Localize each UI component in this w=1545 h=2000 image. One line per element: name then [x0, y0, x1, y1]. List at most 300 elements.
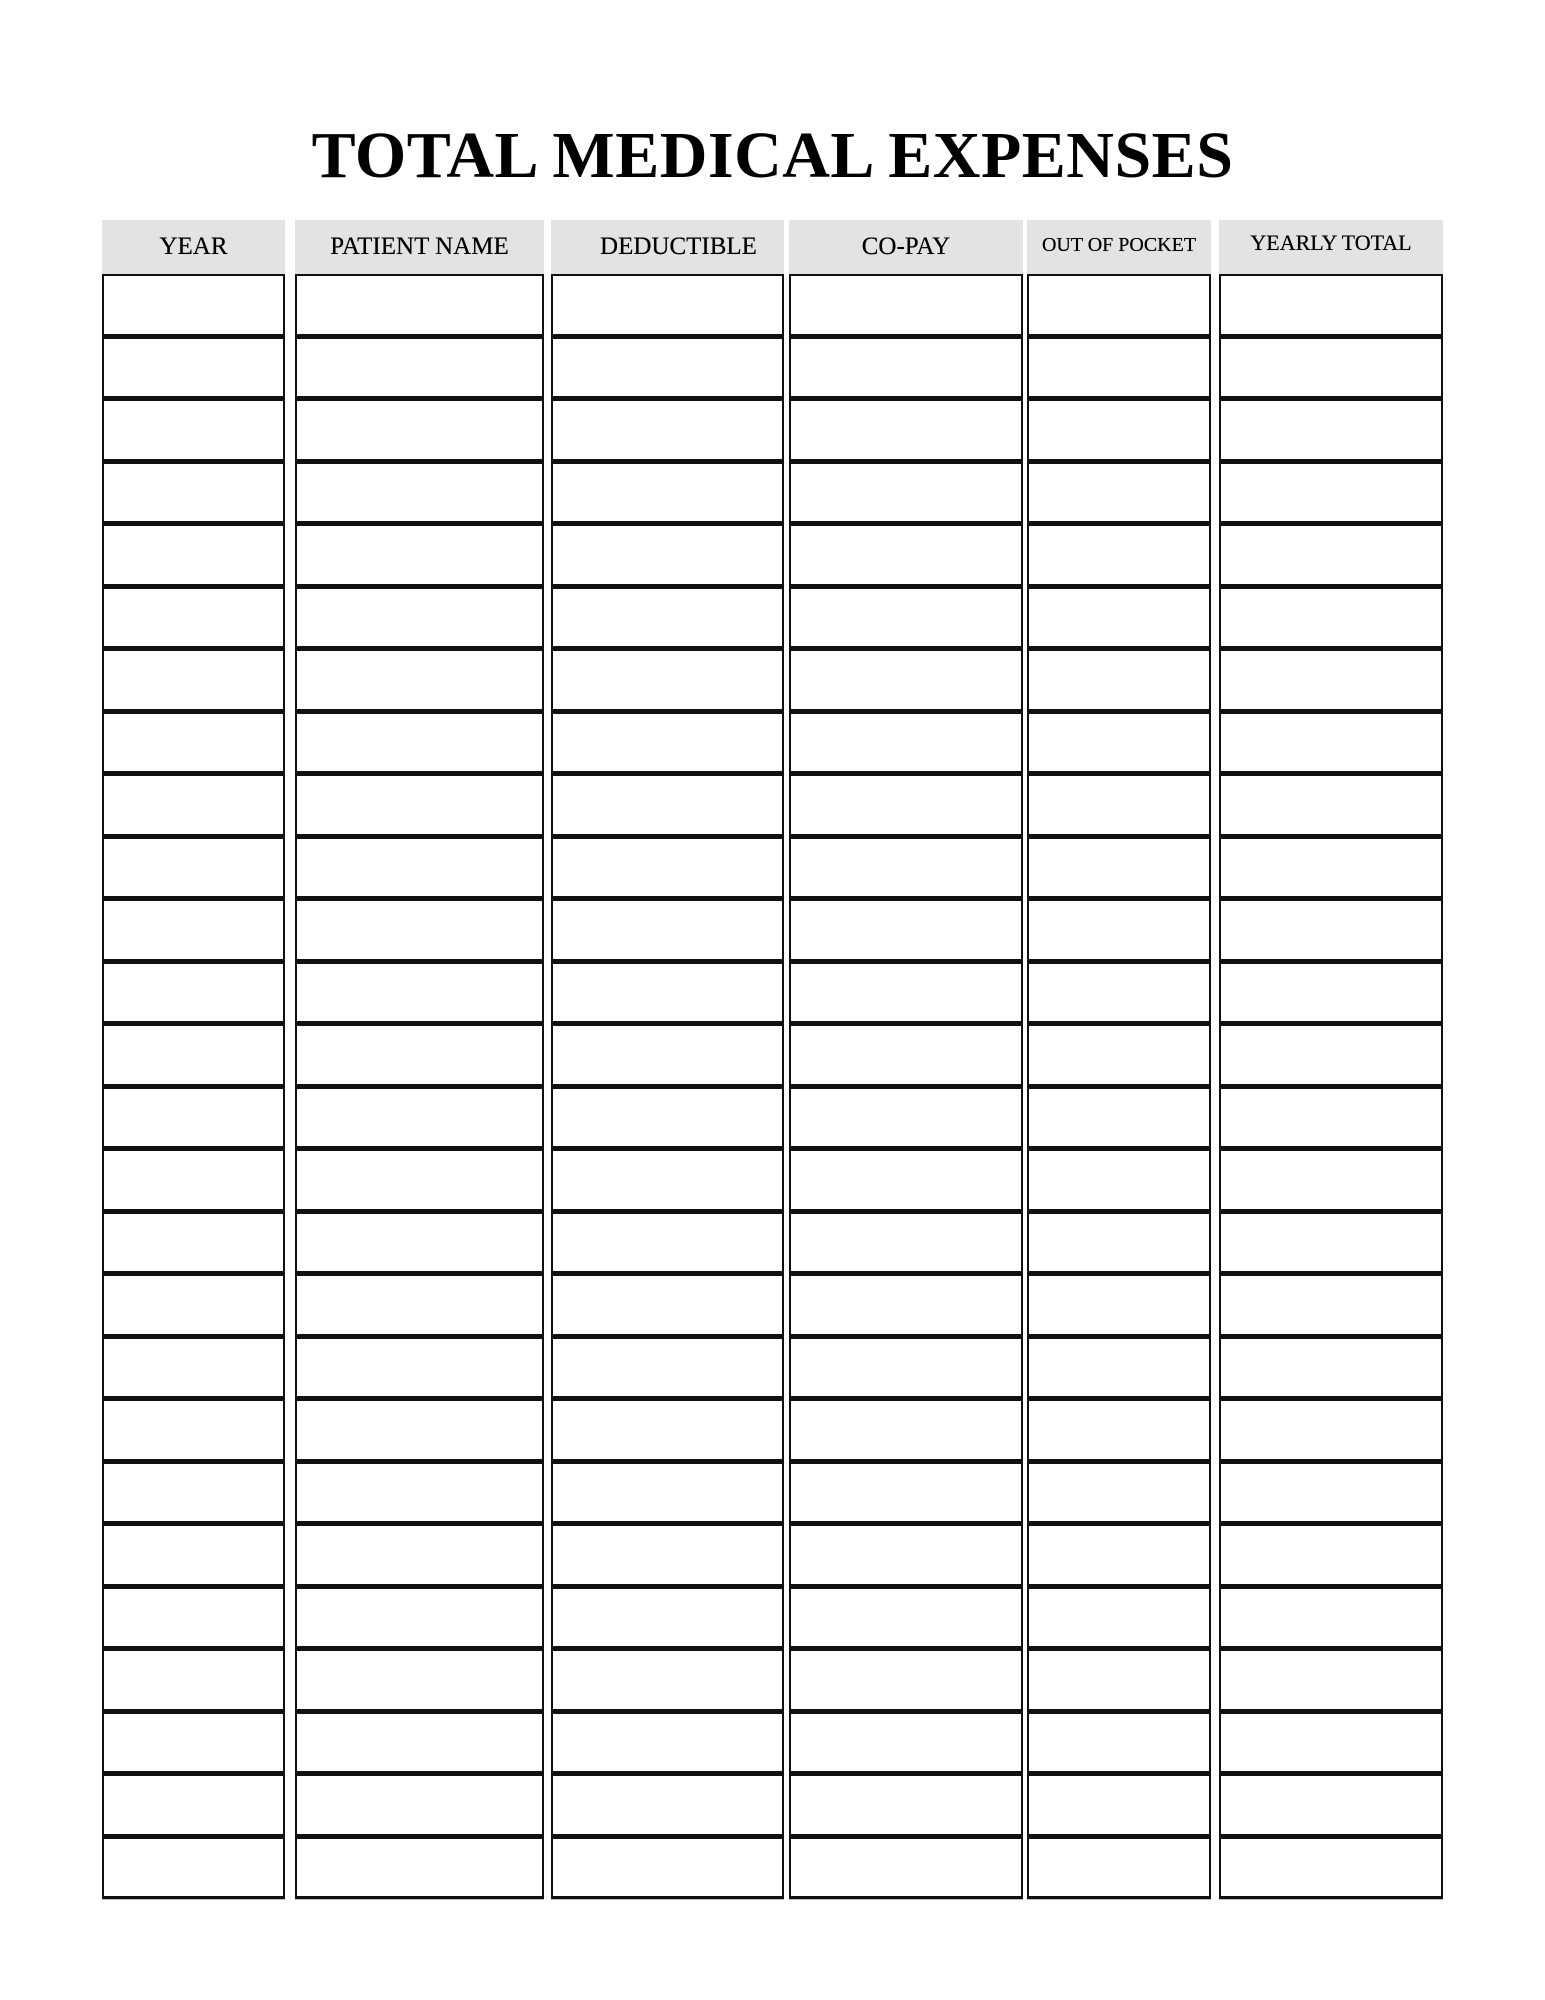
- column-deductible: [551, 220, 784, 1899]
- co-pay-field[interactable]: [791, 1339, 1021, 1397]
- year-field[interactable]: [104, 1026, 283, 1084]
- table-cell: [1219, 587, 1443, 650]
- column-cells: [1219, 274, 1443, 1899]
- table-cell: [102, 587, 285, 650]
- yearly-total-field[interactable]: [1221, 651, 1441, 709]
- table-cell: [102, 837, 285, 900]
- co-pay-field[interactable]: [791, 1214, 1021, 1272]
- table-cell: [551, 962, 784, 1025]
- year-field[interactable]: [104, 276, 283, 334]
- table-cell: [789, 1399, 1023, 1462]
- table-cell: [295, 587, 544, 650]
- year-field[interactable]: [104, 1589, 283, 1647]
- table-cell: [1219, 1337, 1443, 1400]
- patient-name-field[interactable]: [297, 464, 542, 522]
- co-pay-field[interactable]: [791, 1839, 1021, 1897]
- patient-name-field[interactable]: [297, 1714, 542, 1772]
- year-field[interactable]: [104, 651, 283, 709]
- out-of-pocket-field[interactable]: [1029, 1214, 1209, 1272]
- co-pay-field[interactable]: [791, 1651, 1021, 1709]
- out-of-pocket-field[interactable]: [1029, 1339, 1209, 1397]
- table-cell: [1219, 399, 1443, 462]
- year-field[interactable]: [104, 1464, 283, 1522]
- yearly-total-field[interactable]: [1221, 776, 1441, 834]
- year-field[interactable]: [104, 1526, 283, 1584]
- table-cell: [295, 462, 544, 525]
- out-of-pocket-field[interactable]: [1029, 339, 1209, 397]
- table-cell: [551, 274, 784, 337]
- co-pay-field[interactable]: [791, 901, 1021, 959]
- co-pay-field[interactable]: [791, 1089, 1021, 1147]
- year-field[interactable]: [104, 1651, 283, 1709]
- deductible-field[interactable]: [553, 1089, 782, 1147]
- yearly-total-field[interactable]: [1221, 1589, 1441, 1647]
- table-cell: [102, 1149, 285, 1212]
- table-cell: [1219, 1712, 1443, 1775]
- table-cell: [551, 1837, 784, 1900]
- yearly-total-field[interactable]: [1221, 1276, 1441, 1334]
- deductible-field[interactable]: [553, 464, 782, 522]
- year-field[interactable]: [104, 1839, 283, 1897]
- yearly-total-field[interactable]: [1221, 964, 1441, 1022]
- yearly-total-field[interactable]: [1221, 1651, 1441, 1709]
- table-cell: [102, 1649, 285, 1712]
- table-cell: [1027, 649, 1211, 712]
- patient-name-field[interactable]: [297, 589, 542, 647]
- table-cell: [1219, 1399, 1443, 1462]
- deductible-field[interactable]: [553, 1401, 782, 1459]
- out-of-pocket-field[interactable]: [1029, 1714, 1209, 1772]
- table-cell: [295, 1649, 544, 1712]
- deductible-field[interactable]: [553, 589, 782, 647]
- table-cell: [789, 1337, 1023, 1400]
- column-cells: [1027, 274, 1211, 1899]
- patient-name-field[interactable]: [297, 1214, 542, 1272]
- co-pay-field[interactable]: [791, 1526, 1021, 1584]
- deductible-field[interactable]: [553, 1839, 782, 1897]
- co-pay-field[interactable]: [791, 1401, 1021, 1459]
- table-cell: [1027, 1399, 1211, 1462]
- co-pay-field[interactable]: [791, 526, 1021, 584]
- year-field[interactable]: [104, 401, 283, 459]
- table-cell: [102, 1087, 285, 1150]
- patient-name-field[interactable]: [297, 1339, 542, 1397]
- co-pay-field[interactable]: [791, 1589, 1021, 1647]
- out-of-pocket-field[interactable]: [1029, 901, 1209, 959]
- table-cell: [1027, 1149, 1211, 1212]
- deductible-field[interactable]: [553, 964, 782, 1022]
- table-cell: [1219, 1149, 1443, 1212]
- co-pay-field[interactable]: [791, 839, 1021, 897]
- co-pay-field[interactable]: [791, 651, 1021, 709]
- table-cell: [295, 649, 544, 712]
- table-cell: [551, 1087, 784, 1150]
- table-cell: [102, 712, 285, 775]
- table-cell: [1219, 274, 1443, 337]
- yearly-total-field[interactable]: [1221, 1214, 1441, 1272]
- table-cell: [789, 524, 1023, 587]
- deductible-field[interactable]: [553, 1714, 782, 1772]
- table-cell: [789, 337, 1023, 400]
- deductible-field[interactable]: [553, 651, 782, 709]
- table-cell: [551, 1024, 784, 1087]
- year-field[interactable]: [104, 1714, 283, 1772]
- table-cell: [295, 1712, 544, 1775]
- table-cell: [102, 1274, 285, 1337]
- out-of-pocket-field[interactable]: [1029, 1776, 1209, 1834]
- year-field[interactable]: [104, 1339, 283, 1397]
- year-field[interactable]: [104, 339, 283, 397]
- out-of-pocket-field[interactable]: [1029, 276, 1209, 334]
- yearly-total-field[interactable]: [1221, 1151, 1441, 1209]
- out-of-pocket-field[interactable]: [1029, 776, 1209, 834]
- table-cell: [789, 1587, 1023, 1650]
- column-year: [102, 220, 285, 1899]
- year-field[interactable]: [104, 1089, 283, 1147]
- table-cell: [102, 1837, 285, 1900]
- patient-name-field[interactable]: [297, 526, 542, 584]
- column-header-co-pay: CO-PAY: [789, 220, 1023, 274]
- table-cell: [295, 962, 544, 1025]
- column-header-year: YEAR: [102, 220, 285, 274]
- table-cell: [789, 1024, 1023, 1087]
- table-cell: [1219, 649, 1443, 712]
- yearly-total-field[interactable]: [1221, 339, 1441, 397]
- patient-name-field[interactable]: [297, 1526, 542, 1584]
- table-cell: [295, 774, 544, 837]
- table-cell: [1027, 1212, 1211, 1275]
- co-pay-field[interactable]: [791, 1464, 1021, 1522]
- table-cell: [1219, 524, 1443, 587]
- patient-name-field[interactable]: [297, 901, 542, 959]
- table-cell: [1027, 587, 1211, 650]
- out-of-pocket-field[interactable]: [1029, 1464, 1209, 1522]
- patient-name-field[interactable]: [297, 839, 542, 897]
- page-title: TOTAL MEDICAL EXPENSES: [311, 119, 1234, 192]
- column-patient-name: [295, 220, 544, 1899]
- patient-name-field[interactable]: [297, 776, 542, 834]
- column-cells: [551, 274, 784, 1899]
- table-cell: [789, 1712, 1023, 1775]
- column-header-patient-name: PATIENT NAME: [295, 220, 544, 274]
- patient-name-field[interactable]: [297, 1776, 542, 1834]
- table-cell: [551, 1649, 784, 1712]
- table-cell: [102, 524, 285, 587]
- co-pay-field[interactable]: [791, 1151, 1021, 1209]
- patient-name-field[interactable]: [297, 1089, 542, 1147]
- deductible-field[interactable]: [553, 714, 782, 772]
- table-cell: [789, 1274, 1023, 1337]
- yearly-total-field[interactable]: [1221, 1089, 1441, 1147]
- deductible-field[interactable]: [553, 1589, 782, 1647]
- out-of-pocket-field[interactable]: [1029, 714, 1209, 772]
- column-header-out-of-pocket: OUT OF POCKET: [1027, 220, 1211, 274]
- column-header-yearly-total: YEARLY TOTAL: [1219, 220, 1443, 274]
- table-cell: [1027, 462, 1211, 525]
- table-cell: [1027, 1274, 1211, 1337]
- table-cell: [295, 837, 544, 900]
- table-cell: [789, 1087, 1023, 1150]
- table-cell: [1027, 1524, 1211, 1587]
- deductible-field[interactable]: [553, 526, 782, 584]
- table-cell: [295, 1462, 544, 1525]
- patient-name-field[interactable]: [297, 1276, 542, 1334]
- yearly-total-field[interactable]: [1221, 464, 1441, 522]
- table-cell: [789, 274, 1023, 337]
- deductible-field[interactable]: [553, 1776, 782, 1834]
- table-cell: [1219, 962, 1443, 1025]
- table-cell: [789, 1212, 1023, 1275]
- table-cell: [1027, 1649, 1211, 1712]
- deductible-field[interactable]: [553, 839, 782, 897]
- deductible-field[interactable]: [553, 1526, 782, 1584]
- out-of-pocket-field[interactable]: [1029, 839, 1209, 897]
- column-cells: [789, 274, 1023, 1899]
- table-cell: [551, 1212, 784, 1275]
- deductible-field[interactable]: [553, 1339, 782, 1397]
- patient-name-field[interactable]: [297, 1464, 542, 1522]
- year-field[interactable]: [104, 1276, 283, 1334]
- out-of-pocket-field[interactable]: [1029, 401, 1209, 459]
- table-cell: [295, 1212, 544, 1275]
- table-cell: [789, 1837, 1023, 1900]
- table-cell: [295, 1774, 544, 1837]
- year-field[interactable]: [104, 776, 283, 834]
- co-pay-field[interactable]: [791, 464, 1021, 522]
- deductible-field[interactable]: [553, 1151, 782, 1209]
- co-pay-field[interactable]: [791, 714, 1021, 772]
- table-cell: [1027, 774, 1211, 837]
- table-cell: [551, 1774, 784, 1837]
- column-cells: [295, 274, 544, 1899]
- table-cell: [551, 774, 784, 837]
- table-cell: [789, 962, 1023, 1025]
- year-field[interactable]: [104, 901, 283, 959]
- table-cell: [789, 774, 1023, 837]
- table-cell: [102, 1524, 285, 1587]
- out-of-pocket-field[interactable]: [1029, 1839, 1209, 1897]
- table-cell: [1027, 837, 1211, 900]
- column-yearly-total: [1219, 220, 1443, 1899]
- table-cell: [1027, 962, 1211, 1025]
- table-cell: [551, 1337, 784, 1400]
- column-out-of-pocket: [1027, 220, 1211, 1899]
- yearly-total-field[interactable]: [1221, 526, 1441, 584]
- yearly-total-field[interactable]: [1221, 839, 1441, 897]
- patient-name-field[interactable]: [297, 276, 542, 334]
- table-cell: [102, 1337, 285, 1400]
- patient-name-field[interactable]: [297, 1401, 542, 1459]
- table-cell: [1027, 1587, 1211, 1650]
- yearly-total-field[interactable]: [1221, 1839, 1441, 1897]
- patient-name-field[interactable]: [297, 339, 542, 397]
- yearly-total-field[interactable]: [1221, 1401, 1441, 1459]
- table-cell: [295, 1024, 544, 1087]
- year-field[interactable]: [104, 526, 283, 584]
- table-cell: [295, 1337, 544, 1400]
- deductible-field[interactable]: [553, 1214, 782, 1272]
- year-field[interactable]: [104, 1151, 283, 1209]
- out-of-pocket-field[interactable]: [1029, 1089, 1209, 1147]
- table-cell: [789, 837, 1023, 900]
- table-cell: [1219, 1274, 1443, 1337]
- table-cell: [1027, 899, 1211, 962]
- table-cell: [551, 399, 784, 462]
- table-cell: [1219, 1524, 1443, 1587]
- table-cell: [551, 712, 784, 775]
- table-cell: [1219, 1087, 1443, 1150]
- co-pay-field[interactable]: [791, 401, 1021, 459]
- column-co-pay: [789, 220, 1023, 1899]
- table-cell: [1027, 1712, 1211, 1775]
- table-cell: [102, 462, 285, 525]
- year-field[interactable]: [104, 1776, 283, 1834]
- year-field[interactable]: [104, 464, 283, 522]
- table-cell: [295, 1524, 544, 1587]
- yearly-total-field[interactable]: [1221, 1776, 1441, 1834]
- table-cell: [1219, 899, 1443, 962]
- out-of-pocket-field[interactable]: [1029, 1276, 1209, 1334]
- deductible-field[interactable]: [553, 1651, 782, 1709]
- yearly-total-field[interactable]: [1221, 589, 1441, 647]
- year-field[interactable]: [104, 964, 283, 1022]
- yearly-total-field[interactable]: [1221, 1526, 1441, 1584]
- co-pay-field[interactable]: [791, 1276, 1021, 1334]
- out-of-pocket-field[interactable]: [1029, 1401, 1209, 1459]
- out-of-pocket-field[interactable]: [1029, 1151, 1209, 1209]
- co-pay-field[interactable]: [791, 776, 1021, 834]
- year-field[interactable]: [104, 1214, 283, 1272]
- yearly-total-field[interactable]: [1221, 1026, 1441, 1084]
- table-cell: [1027, 712, 1211, 775]
- patient-name-field[interactable]: [297, 964, 542, 1022]
- year-field[interactable]: [104, 714, 283, 772]
- table-cell: [551, 899, 784, 962]
- co-pay-field[interactable]: [791, 1026, 1021, 1084]
- patient-name-field[interactable]: [297, 1026, 542, 1084]
- deductible-field[interactable]: [553, 1026, 782, 1084]
- yearly-total-field[interactable]: [1221, 901, 1441, 959]
- table-cell: [102, 962, 285, 1025]
- co-pay-field[interactable]: [791, 339, 1021, 397]
- patient-name-field[interactable]: [297, 1589, 542, 1647]
- deductible-field[interactable]: [553, 339, 782, 397]
- year-field[interactable]: [104, 1401, 283, 1459]
- patient-name-field[interactable]: [297, 1151, 542, 1209]
- table-cell: [295, 1087, 544, 1150]
- year-field[interactable]: [104, 839, 283, 897]
- deductible-field[interactable]: [553, 901, 782, 959]
- out-of-pocket-field[interactable]: [1029, 526, 1209, 584]
- out-of-pocket-field[interactable]: [1029, 1026, 1209, 1084]
- deductible-field[interactable]: [553, 1276, 782, 1334]
- table-cell: [1219, 462, 1443, 525]
- table-cell: [551, 587, 784, 650]
- out-of-pocket-field[interactable]: [1029, 1589, 1209, 1647]
- table-cell: [102, 399, 285, 462]
- table-cell: [1219, 837, 1443, 900]
- table-cell: [551, 337, 784, 400]
- patient-name-field[interactable]: [297, 714, 542, 772]
- table-cell: [551, 1399, 784, 1462]
- yearly-total-field[interactable]: [1221, 1464, 1441, 1522]
- table-cell: [1219, 1837, 1443, 1900]
- table-cell: [789, 1149, 1023, 1212]
- table-cell: [102, 1712, 285, 1775]
- co-pay-field[interactable]: [791, 1714, 1021, 1772]
- co-pay-field[interactable]: [791, 964, 1021, 1022]
- table-cell: [789, 1524, 1023, 1587]
- table-cell: [551, 524, 784, 587]
- table-cell: [551, 837, 784, 900]
- table-cell: [1027, 337, 1211, 400]
- table-cell: [789, 462, 1023, 525]
- co-pay-field[interactable]: [791, 276, 1021, 334]
- table-cell: [789, 587, 1023, 650]
- deductible-field[interactable]: [553, 401, 782, 459]
- yearly-total-field[interactable]: [1221, 1714, 1441, 1772]
- patient-name-field[interactable]: [297, 1651, 542, 1709]
- table-cell: [1027, 524, 1211, 587]
- deductible-field[interactable]: [553, 776, 782, 834]
- co-pay-field[interactable]: [791, 589, 1021, 647]
- table-cell: [102, 1587, 285, 1650]
- table-cell: [789, 1462, 1023, 1525]
- table-cell: [1027, 1774, 1211, 1837]
- year-field[interactable]: [104, 589, 283, 647]
- yearly-total-field[interactable]: [1221, 276, 1441, 334]
- deductible-field[interactable]: [553, 276, 782, 334]
- table-cell: [1027, 1462, 1211, 1525]
- table-cell: [295, 1149, 544, 1212]
- yearly-total-field[interactable]: [1221, 401, 1441, 459]
- table-cell: [295, 337, 544, 400]
- table-cell: [551, 1149, 784, 1212]
- out-of-pocket-field[interactable]: [1029, 464, 1209, 522]
- column-header-deductible: DEDUCTIBLE: [551, 220, 784, 274]
- table-cell: [1027, 1837, 1211, 1900]
- table-cell: [1219, 1587, 1443, 1650]
- patient-name-field[interactable]: [297, 1839, 542, 1897]
- patient-name-field[interactable]: [297, 401, 542, 459]
- out-of-pocket-field[interactable]: [1029, 651, 1209, 709]
- deductible-field[interactable]: [553, 1464, 782, 1522]
- table-cell: [551, 649, 784, 712]
- table-cell: [551, 1587, 784, 1650]
- table-cell: [102, 649, 285, 712]
- table-cell: [1219, 1024, 1443, 1087]
- table-cell: [102, 1462, 285, 1525]
- yearly-total-field[interactable]: [1221, 1339, 1441, 1397]
- co-pay-field[interactable]: [791, 1776, 1021, 1834]
- out-of-pocket-field[interactable]: [1029, 589, 1209, 647]
- table-cell: [295, 399, 544, 462]
- out-of-pocket-field[interactable]: [1029, 1651, 1209, 1709]
- table-cell: [1219, 712, 1443, 775]
- patient-name-field[interactable]: [297, 651, 542, 709]
- table-cell: [102, 1024, 285, 1087]
- table-cell: [295, 524, 544, 587]
- table-cell: [789, 399, 1023, 462]
- table-cell: [295, 899, 544, 962]
- table-cell: [1219, 774, 1443, 837]
- out-of-pocket-field[interactable]: [1029, 964, 1209, 1022]
- table-cell: [102, 274, 285, 337]
- table-cell: [1027, 274, 1211, 337]
- yearly-total-field[interactable]: [1221, 714, 1441, 772]
- table-cell: [789, 712, 1023, 775]
- out-of-pocket-field[interactable]: [1029, 1526, 1209, 1584]
